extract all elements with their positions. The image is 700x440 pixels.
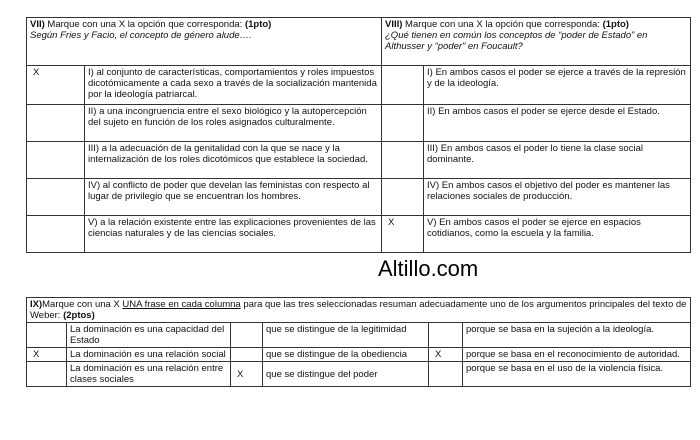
q8-option-3-checkbox[interactable] <box>382 142 424 179</box>
q8-option-4-checkbox[interactable] <box>382 179 424 216</box>
q8-option-1-checkbox[interactable] <box>382 66 424 105</box>
questions-7-8-table <box>26 17 691 253</box>
q9-row-2-col-3-checkbox[interactable]: X <box>429 348 463 362</box>
q7-option-1-checkbox[interactable]: X <box>27 66 85 105</box>
watermark: Altillo.com <box>378 256 479 281</box>
q7-number: VII) <box>30 19 45 30</box>
q7-subtitle: Según Fries y Facio, el concepto de género alude…. <box>30 30 252 41</box>
q8-subtitle: ¿Qué tienen en común los conceptos de “poder de Estado” en Althusser y “poder” en Foucault? <box>385 30 648 52</box>
q9-row-2-col-2-checkbox[interactable] <box>231 348 263 362</box>
q9-row-3-col-3-checkbox[interactable] <box>429 362 463 387</box>
q8-option-5-checkbox[interactable]: X <box>382 216 424 253</box>
q7-option-5-text: V) a la relación existente entre las explicaciones provenientes de las ciencias naturales y de las ciencias sociales. <box>85 216 382 253</box>
q9-row-3-col-1-text: La dominación es una relación entre clases sociales <box>67 362 231 387</box>
q9-number: IX) <box>30 299 43 310</box>
q9-row-2-col-1-checkbox[interactable]: X <box>27 348 67 362</box>
q9-row-3-col-2-checkbox[interactable]: X <box>231 362 263 387</box>
q9-header <box>27 298 691 323</box>
q9-prompt-a: Marque con una X <box>42 299 123 310</box>
q8-prompt: Marque con una X la opción que corresponda: <box>402 19 603 30</box>
options-row <box>27 105 691 142</box>
q7-option-1-text: I) al conjunto de características, comportamientos y roles impuestos dicotómicamente a cada sexo a través de la socialización mantenida por la ideología patriarcal. <box>85 66 382 105</box>
q8-header <box>382 18 691 66</box>
q9-points: (2ptos) <box>63 310 95 321</box>
q9-row-1-col-3-checkbox[interactable] <box>429 323 463 348</box>
q7-option-2-text: II) a una incongruencia entre el sexo biológico y la autopercepción del sujeto en función de los roles asignados culturalmente. <box>85 105 382 142</box>
q9-row-1-col-2-text: que se distingue de la legitimidad <box>263 323 429 348</box>
options-row <box>27 216 691 253</box>
q9-row-1-col-1-text: La dominación es una capacidad del Estado <box>67 323 231 348</box>
q9-row-1-col-1-checkbox[interactable] <box>27 323 67 348</box>
q8-points: (1pto) <box>602 19 629 30</box>
q8-number: VIII) <box>385 19 403 30</box>
q7-points: (1pto) <box>244 19 272 30</box>
q7-prompt: Marque con una X la opción que corresponda: <box>44 19 245 30</box>
q9-row <box>27 323 691 348</box>
q8-option-4-text: IV) En ambos casos el objetivo del poder es mantener las relaciones sociales de producción. <box>424 179 691 216</box>
q9-row-2-col-1-text: La dominación es una relación social <box>67 348 231 362</box>
options-row <box>27 179 691 216</box>
q9-prompt-b: para que las tres seleccionadas resuman adecuadamente uno de los argumentos principales del texto de Weber: <box>30 299 687 321</box>
q9-row-3-col-1-checkbox[interactable] <box>27 362 67 387</box>
q9-row-3-col-3-text: porque se basa en el uso de la violencia física. <box>463 362 691 387</box>
q7-option-4-text: IV) al conflicto de poder que develan las feministas con respecto al lugar de privilegio que se encuentran los hombres. <box>85 179 382 216</box>
q9-row <box>27 362 691 387</box>
q8-option-1-text: I) En ambos casos el poder se ejerce a través de la represión y de la ideología. <box>424 66 691 105</box>
q7-header <box>27 18 382 66</box>
q9-row-1-col-3-text: porque se basa en la sujeción a la ideología. <box>463 323 691 348</box>
q8-option-5-text: V) En ambos casos el poder se ejerce en espacios cotidianos, como la escuela y la familia. <box>424 216 691 253</box>
q9-row-2-col-3-text: porque se basa en el reconocimiento de autoridad. <box>463 348 691 362</box>
options-row <box>27 66 691 105</box>
question-9-table <box>26 297 691 387</box>
q8-option-3-text: III) En ambos casos el poder lo tiene la clase social dominante. <box>424 142 691 179</box>
options-row <box>27 142 691 179</box>
q8-option-2-checkbox[interactable] <box>382 105 424 142</box>
q9-row-3-col-2-text: que se distingue del poder <box>263 362 429 387</box>
q7-option-4-checkbox[interactable] <box>27 179 85 216</box>
q9-prompt-underlined: UNA frase en cada columna <box>122 299 241 310</box>
q8-option-2-text: II) En ambos casos el poder se ejerce desde el Estado. <box>424 105 691 142</box>
q7-option-2-checkbox[interactable] <box>27 105 85 142</box>
q7-option-3-checkbox[interactable] <box>27 142 85 179</box>
q9-row-2-col-2-text: que se distingue de la obediencia <box>263 348 429 362</box>
q7-option-5-checkbox[interactable] <box>27 216 85 253</box>
q9-row-1-col-2-checkbox[interactable] <box>231 323 263 348</box>
q7-option-3-text: III) a la adecuación de la genitalidad con la que se nace y la internalización de los roles dicotómicos que establece la sociedad. <box>85 142 382 179</box>
q9-row <box>27 348 691 362</box>
